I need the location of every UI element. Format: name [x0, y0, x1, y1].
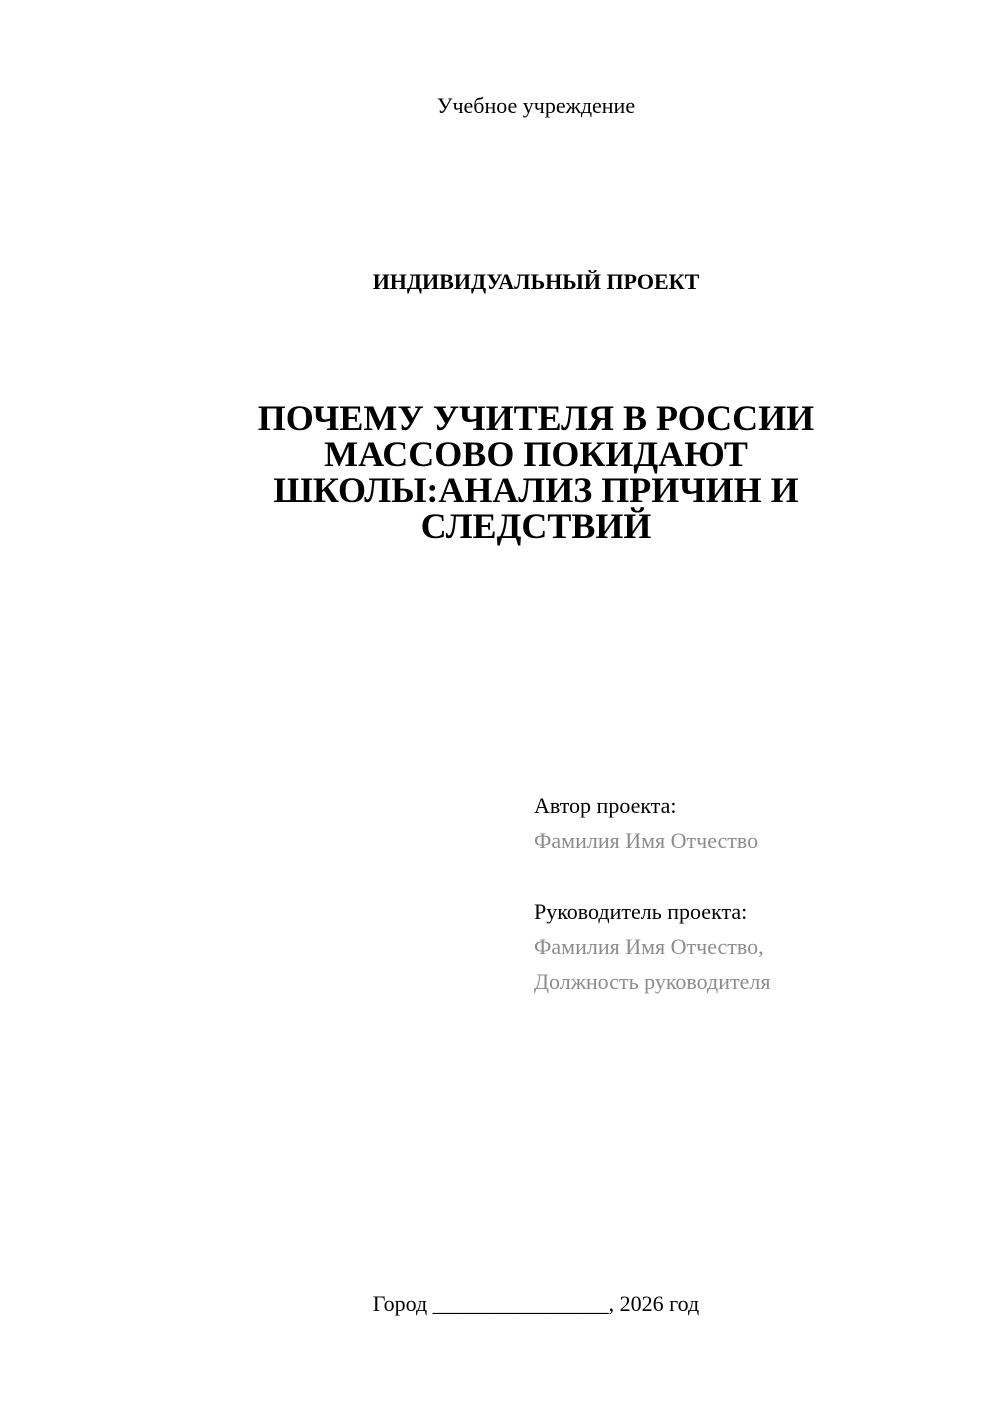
supervisor-position: Должность руководителя	[534, 969, 771, 994]
author-label: Автор проекта:	[534, 793, 677, 818]
project-type-heading: ИНДИВИДУАЛЬНЫЙ ПРОЕКТ	[372, 269, 700, 294]
city-year-line: Город ________________, 2026 год	[372, 1291, 700, 1316]
project-title-line: ПОЧЕМУ УЧИТЕЛЯ В РОССИИ	[257, 398, 815, 438]
supervisor-name: Фамилия Имя Отчество,	[534, 934, 764, 959]
project-title	[200, 400, 872, 544]
supervisor-label: Руководитель проекта:	[534, 899, 748, 924]
project-title-line: СЛЕДСТВИЙ	[420, 506, 652, 546]
project-title-line: ШКОЛЫ:АНАЛИЗ ПРИЧИН И	[273, 470, 799, 510]
institution-name: Учебное учреждение	[436, 93, 636, 118]
project-credits	[534, 788, 974, 999]
credits-spacer	[534, 858, 974, 894]
project-title-line: МАССОВО ПОКИДАЮТ	[324, 434, 748, 474]
author-name: Фамилия Имя Отчество	[534, 828, 759, 853]
